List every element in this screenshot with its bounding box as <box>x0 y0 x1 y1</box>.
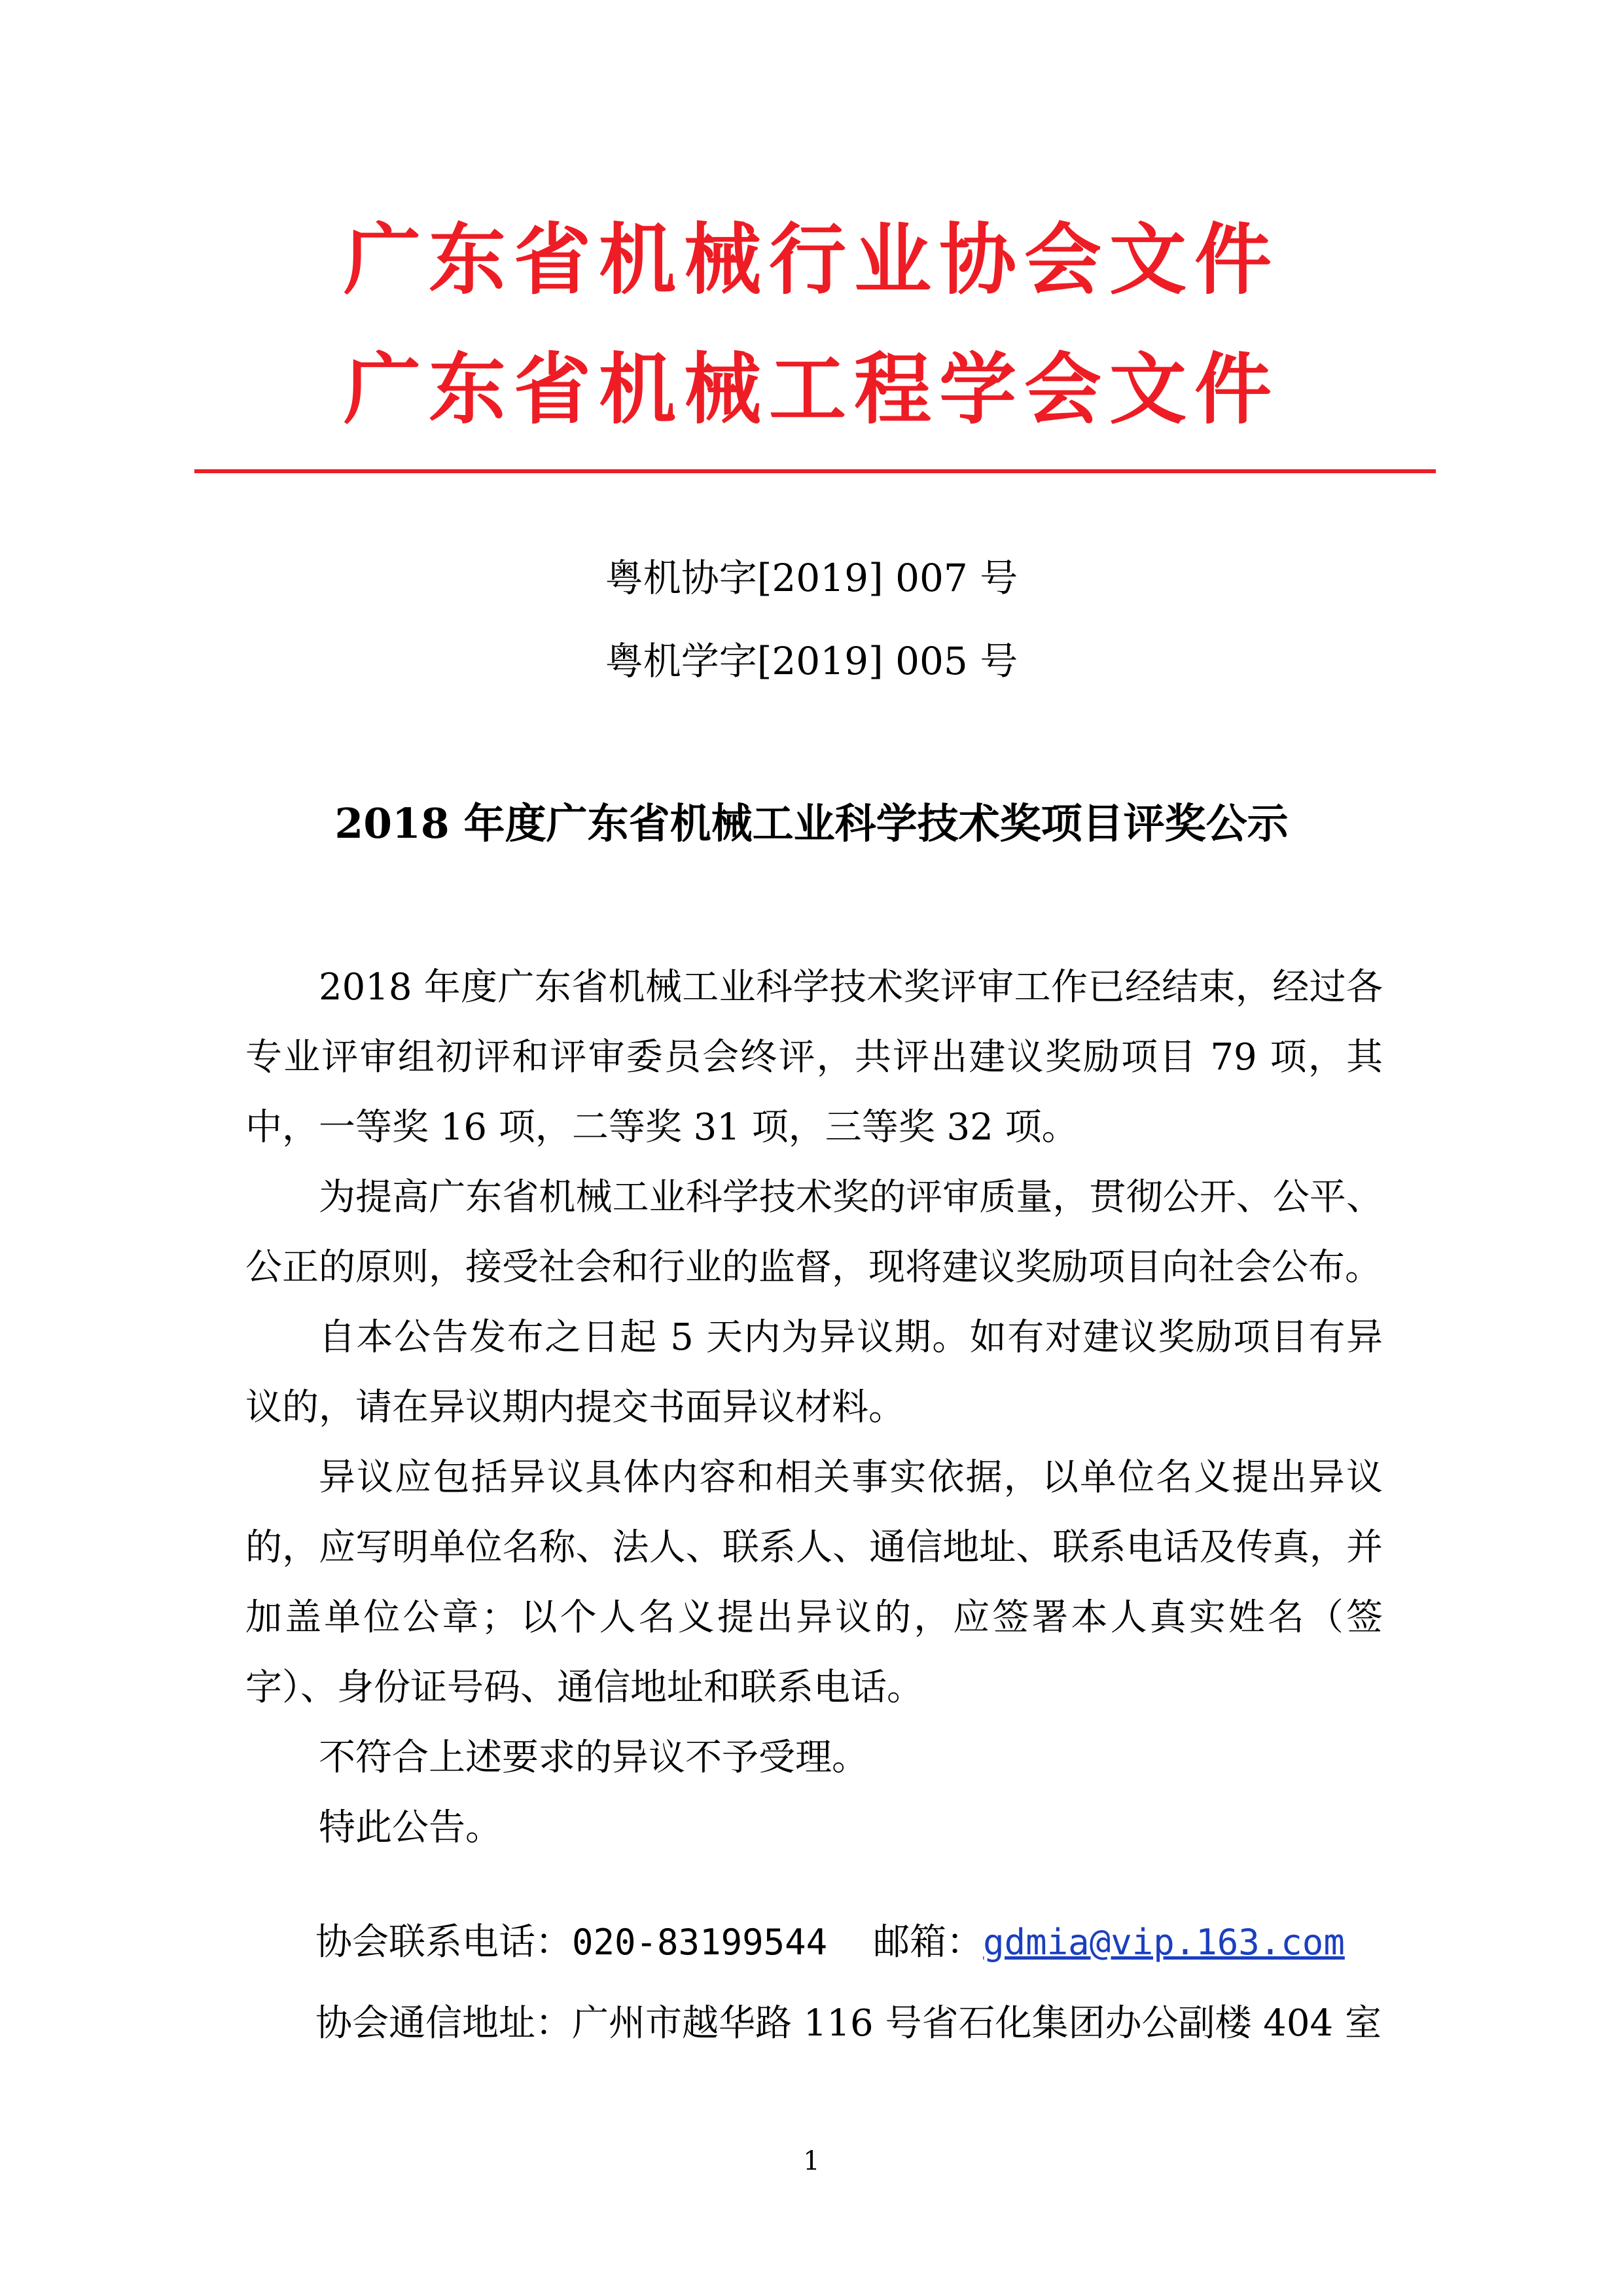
announcement-title: 2018 年度广东省机械工业科学技术奖项目评奖公示 <box>334 799 1289 848</box>
paragraph-objection-period: 自本公告发布之日起 5 天内为异议期。如有对建议奖励项目有异议的，请在异议期内提交书面异议材料。 <box>245 1316 1383 1429</box>
phone-label: 协会联系电话： <box>315 1921 572 1964</box>
address-label: 协会通信地址： <box>315 2002 572 2045</box>
email-link[interactable]: gdmia@vip.163.com <box>983 1922 1345 1963</box>
address-value: 广州市越华路 116 号省石化集团办公副楼 404 室 <box>572 2002 1382 2045</box>
phone-number: 020-83199544 <box>572 1922 828 1963</box>
letterhead-divider <box>194 469 1436 473</box>
paragraph-rejection: 不符合上述要求的异议不予受理。 <box>319 1736 868 1779</box>
letterhead-title-2: 广东省机械工程学会文件 <box>343 344 1279 435</box>
contact-line-address <box>315 1998 1415 2050</box>
document-number-1: 粤机协字[2019] 007 号 <box>605 556 1018 600</box>
announcement-body <box>245 952 1383 1863</box>
page-number: 1 <box>803 2146 820 2176</box>
paragraph-objection-requirements: 异议应包括异议具体内容和相关事实依据，以单位名义提出异议的，应写明单位名称、法人、联系人、通信地址、联系电话及传真，并加盖单位公章；以个人名义提出异议的，应签署本人真实姓名（签字）、身份证号码、通信地址和联系电话。 <box>245 1456 1383 1709</box>
email-label: 邮箱： <box>873 1921 984 1964</box>
document-number-2: 粤机学字[2019] 005 号 <box>605 639 1018 683</box>
paragraph-purpose: 为提高广东省机械工业科学技术奖的评审质量，贯彻公开、公平、公正的原则，接受社会和行业的监督，现将建议奖励项目向社会公布。 <box>245 1176 1383 1289</box>
contact-line-phone-email <box>315 1916 1415 1969</box>
letterhead-title-1: 广东省机械行业协会文件 <box>343 215 1279 305</box>
paragraph-closing: 特此公告。 <box>319 1806 502 1849</box>
paragraph-results: 2018 年度广东省机械工业科学技术奖评审工作已经结束，经过各专业评审组初评和评审委员会终评，共评出建议奖励项目 79 项，其中，一等奖 16 项，二等奖 31 项，三等奖 32 项。 <box>245 966 1383 1149</box>
